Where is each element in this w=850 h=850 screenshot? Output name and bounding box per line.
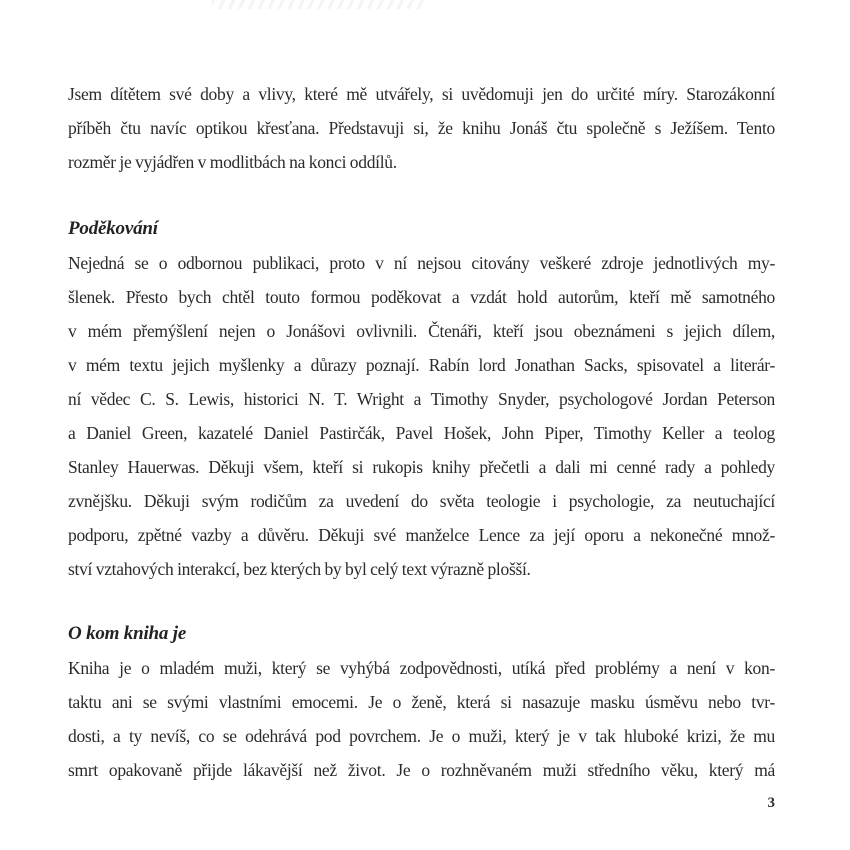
text-line: taktu ani se svými vlastními emocemi. Je o ženě, která si nasazuje masku úsměvu nebo tvr-: [68, 692, 775, 712]
text-line: Nejedná se o odbornou publikaci, proto v ní nejsou citovány veškeré zdroje jednotlivých my-: [68, 253, 775, 273]
section-heading-acknowledgements: Poděkování: [68, 218, 158, 239]
text-line: v mém textu jejich myšlenky a důrazy poznají. Rabín lord Jonathan Sacks, spisovatel a literár-: [68, 355, 775, 375]
cropped-header-artifact: [212, 0, 424, 9]
section-heading-about-whom: O kom kniha je: [68, 623, 187, 644]
body-text: [68, 77, 775, 787]
text-line: rozměr je vyjádřen v modlitbách na konci oddílů.: [68, 152, 397, 172]
text-line: smrt opakovaně přijde lákavější než život. Je o rozhněvaném muži středního věku, který má: [68, 760, 775, 780]
text-line: ní vědec C. S. Lewis, historici N. T. Wright a Timothy Snyder, psychologové Jordan Peterson: [68, 389, 775, 409]
paragraph-intro: [68, 77, 775, 179]
page-number: 3: [767, 795, 775, 811]
text-line: příběh čtu navíc optikou křesťana. Představuji si, že knihu Jonáš čtu společně s Ježíšem. Tento: [68, 118, 775, 138]
paragraph-about-whom: [68, 651, 775, 787]
text-line: Kniha je o mladém muži, který se vyhýbá zodpovědnosti, utíká před problémy a není v kon-: [68, 658, 775, 678]
text-line: Stanley Hauerwas. Děkuji všem, kteří si rukopis knihy přečetli a dali mi cenné rady a pohledy: [68, 457, 775, 477]
text-line: dosti, a ty nevíš, co se odehrává pod povrchem. Je o muži, který je v tak hluboké krizi, že mu: [68, 726, 775, 746]
text-line: v mém přemýšlení nejen o Jonášovi ovlivnili. Čtenáři, kteří jsou obeznámeni s jejich dílem,: [68, 321, 775, 341]
text-line: ství vztahových interakcí, bez kterých by byl celý text výrazně plošší.: [68, 559, 531, 579]
paragraph-acknowledgements: [68, 246, 775, 586]
text-line: Jsem dítětem své doby a vlivy, které mě utvářely, si uvědomuji jen do určité míry. Starozákonní: [68, 84, 775, 104]
text-line: zvnějšku. Děkuji svým rodičům za uvedení do světa teologie i psychologie, za neutuchající: [68, 491, 775, 511]
text-line: a Daniel Green, kazatelé Daniel Pastirčák, Pavel Hošek, John Piper, Timothy Keller a teolog: [68, 423, 775, 443]
text-line: šlenek. Přesto bych chtěl touto formou poděkovat a vzdát hold autorům, kteří mě samotného: [68, 287, 775, 307]
text-line: podporu, zpětné vazby a důvěru. Děkuji své manželce Lence za její oporu a nekonečné množ-: [68, 525, 775, 545]
